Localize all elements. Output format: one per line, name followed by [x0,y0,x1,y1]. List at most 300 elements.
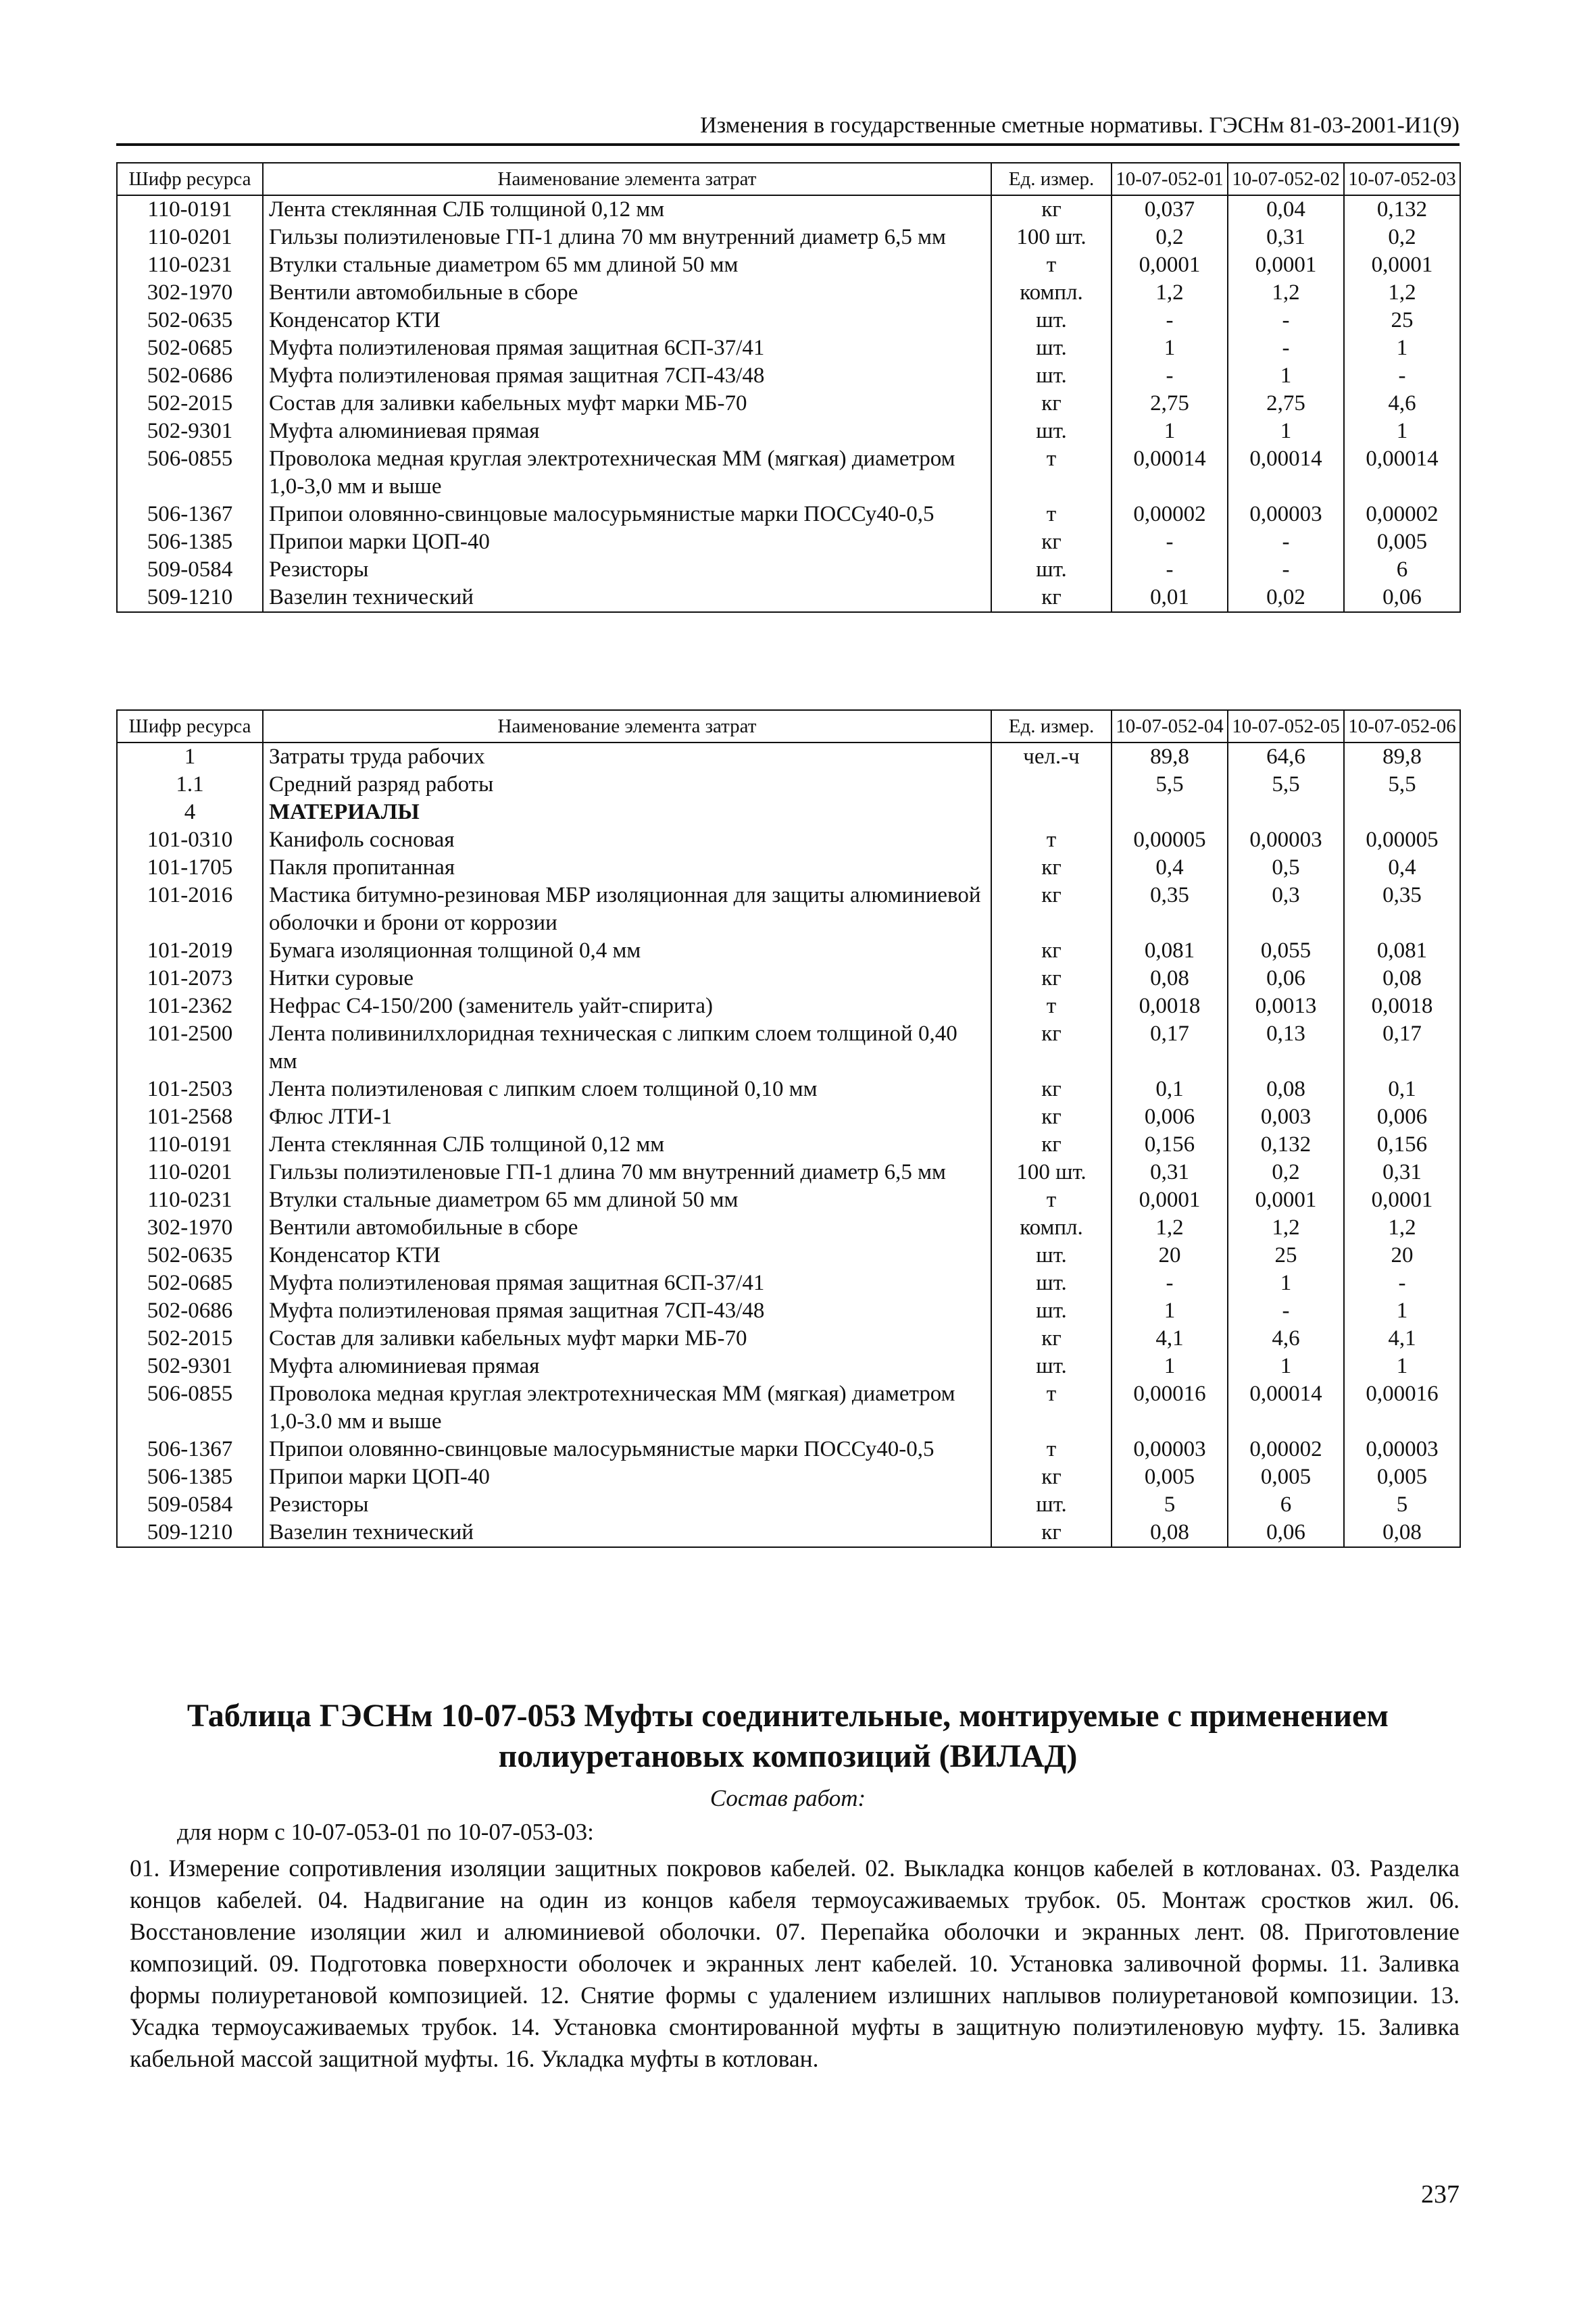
table-row [117,1380,1460,1436]
table-row [117,334,1460,362]
table-row [117,1436,1460,1463]
unit: т [991,992,1112,1020]
norm-value-2: 6 [1228,1491,1344,1519]
resource-code: 101-2503 [117,1076,263,1103]
resource-code: 101-2362 [117,992,263,1020]
norm-value-1 [1112,799,1228,826]
resource-table-1 [116,162,1461,613]
resource-code: 110-0201 [117,1159,263,1186]
resource-code: 101-2568 [117,1103,263,1131]
unit: чел.-ч [991,743,1112,771]
resource-name: Вентили автомобильные в сборе [263,279,991,307]
norm-value-3: 0,35 [1344,882,1460,937]
norm-value-3: 4,1 [1344,1325,1460,1353]
resource-code: 509-0584 [117,1491,263,1519]
work-description: 01. Измерение сопротивления изоляции защитных покровов кабелей. 02. Выкладка концов кабелей в котлованах. 03. Разделка концов кабелей. 04. Надвигание на один из концов кабеля термоусаживаемых трубок. 05. Монтаж сростков жил. 06. Восстановление изоляции жил и алюминиевой оболочки. 07. Перепайка оболочки и экранных лент. 08. Приготовление композиций. 09. Подготовка поверхности оболочек и экранных лент кабелей. 10. Установка заливочной формы. 11. Заливка формы полиуретановой композицией. 12. Снятие формы с удалением излишних наплывов полиуретановой композиции. 13. Усадка термоусаживаемых трубок. 14. Установка смонтированной муфты в защитную полиэтиленовую муфту. 15. Заливка кабельной массой защитной муфты. 16. Укладка муфты в котлован. [130,1855,1460,2072]
table-row [117,390,1460,418]
table-row [117,362,1460,390]
norm-value-3: 0,00003 [1344,1436,1460,1463]
resource-name: Муфта алюминиевая прямая [263,418,991,445]
table-row [117,1186,1460,1214]
table-row [117,445,1460,501]
unit: шт. [991,307,1112,334]
norm-value-2: 0,00014 [1228,1380,1344,1436]
unit: компл. [991,279,1112,307]
table-header-row [117,710,1460,743]
section-title-line-2: полиуретановых композиций (ВИЛАД) [498,1738,1078,1774]
unit: т [991,445,1112,501]
resource-code: 110-0231 [117,251,263,279]
norm-value-2: 1 [1228,1353,1344,1380]
unit: компл. [991,1214,1112,1242]
table-row [117,992,1460,1020]
resource-code: 101-0310 [117,826,263,854]
table-row [117,1269,1460,1297]
norm-value-3: 0,006 [1344,1103,1460,1131]
table-row [117,1491,1460,1519]
norm-value-2: - [1228,307,1344,334]
norm-value-3: 0,081 [1344,937,1460,965]
norm-value-2: 0,003 [1228,1103,1344,1131]
resource-code: 101-2073 [117,965,263,992]
norm-value-1: 0,156 [1112,1131,1228,1159]
norm-value-1: 1,2 [1112,279,1228,307]
unit: шт. [991,1269,1112,1297]
resource-code: 302-1970 [117,279,263,307]
table-row [117,195,1460,224]
norm-value-1: 4,1 [1112,1325,1228,1353]
table-row [117,965,1460,992]
norm-value-1: 0,08 [1112,1519,1228,1547]
resource-code: 1 [117,743,263,771]
table-row [117,1242,1460,1269]
norm-value-2: 0,0013 [1228,992,1344,1020]
resource-code: 302-1970 [117,1214,263,1242]
norm-value-1: 1 [1112,334,1228,362]
norm-value-3: 0,31 [1344,1159,1460,1186]
table-row [117,528,1460,556]
norm-value-3: 0,4 [1344,854,1460,882]
norm-value-2: 1 [1228,362,1344,390]
resource-table-2 [116,709,1461,1548]
norm-value-2: 0,31 [1228,224,1344,251]
section-subtitle: Состав работ: [709,1785,866,1811]
norm-value-3: 0,00005 [1344,826,1460,854]
norm-value-1: 0,0001 [1112,1186,1228,1214]
norm-value-1: 0,006 [1112,1103,1228,1131]
norm-value-1: 0,01 [1112,584,1228,612]
norm-value-3: 0,0001 [1344,251,1460,279]
norm-value-1: 89,8 [1112,743,1228,771]
norm-value-2: 0,08 [1228,1076,1344,1103]
norm-value-2: 0,00014 [1228,445,1344,501]
resource-name: Лента поливинилхлоридная техническая с липким слоем толщиной 0,40 мм [263,1020,991,1076]
resource-code: 1.1 [117,771,263,799]
resource-name: Конденсатор КТИ [263,1242,991,1269]
norms-range: для норм с 10-07-053-01 по 10-07-053-03: [177,1819,594,1845]
unit [991,771,1112,799]
norm-value-3 [1344,799,1460,826]
resource-name: Канифоль сосновая [263,826,991,854]
unit: кг [991,584,1112,612]
norm-value-1: 0,00014 [1112,445,1228,501]
norm-value-1: - [1112,556,1228,584]
norm-value-3: 0,00016 [1344,1380,1460,1436]
resource-code: 110-0191 [117,1131,263,1159]
resource-name: Припои марки ЦОП-40 [263,528,991,556]
norm-value-1: 0,17 [1112,1020,1228,1076]
norm-value-2: 2,75 [1228,390,1344,418]
resource-code: 509-1210 [117,584,263,612]
resource-name: Состав для заливки кабельных муфт марки МБ-70 [263,1325,991,1353]
norm-value-3: - [1344,1269,1460,1297]
norm-value-3: 1,2 [1344,1214,1460,1242]
table-row [117,1076,1460,1103]
norm-value-2: - [1228,528,1344,556]
norm-value-3: 0,2 [1344,224,1460,251]
norm-value-3: 0,1 [1344,1076,1460,1103]
norm-value-3: 0,156 [1344,1131,1460,1159]
unit: кг [991,390,1112,418]
resource-name: МАТЕРИАЛЫ [263,799,991,826]
resource-code: 502-2015 [117,390,263,418]
norm-value-2: 0,00002 [1228,1436,1344,1463]
norm-value-3: 0,005 [1344,528,1460,556]
norm-value-3: 0,08 [1344,965,1460,992]
norm-value-2: 0,055 [1228,937,1344,965]
page-number: 237 [1421,2180,1460,2209]
unit: кг [991,854,1112,882]
unit: шт. [991,1297,1112,1325]
norm-value-3: 1 [1344,1297,1460,1325]
resource-code: 502-0685 [117,334,263,362]
norm-value-3: 6 [1344,556,1460,584]
column-header-unit: Ед. измер. [991,163,1112,195]
resource-name: Проволока медная круглая электротехническая ММ (мягкая) диаметром 1,0-3,0 мм и выше [263,445,991,501]
resource-code: 502-0685 [117,1269,263,1297]
resource-code: 110-0231 [117,1186,263,1214]
table-row [117,251,1460,279]
unit: 100 шт. [991,1159,1112,1186]
unit: шт. [991,1242,1112,1269]
resource-code: 502-9301 [117,418,263,445]
resource-code: 502-0635 [117,1242,263,1269]
norm-value-2: 1,2 [1228,1214,1344,1242]
norm-value-1: 0,31 [1112,1159,1228,1186]
norm-value-1: 0,1 [1112,1076,1228,1103]
resource-name: Припои оловянно-свинцовые малосурьмянистые марки ПОССу40-0,5 [263,1436,991,1463]
resource-code: 509-0584 [117,556,263,584]
norm-value-3: 0,005 [1344,1463,1460,1491]
resource-name: Лента стеклянная СЛБ толщиной 0,12 мм [263,195,991,224]
norm-value-1: 0,00002 [1112,501,1228,528]
column-header-name: Наименование элемента затрат [263,710,991,743]
unit: т [991,251,1112,279]
table-row [117,279,1460,307]
norm-value-1: 5,5 [1112,771,1228,799]
table-row [117,1020,1460,1076]
norm-value-3: 5 [1344,1491,1460,1519]
resource-name: Припои оловянно-свинцовые малосурьмянистые марки ПОССу40-0,5 [263,501,991,528]
norm-value-1: 1 [1112,418,1228,445]
resource-code: 101-2016 [117,882,263,937]
norm-value-2: 64,6 [1228,743,1344,771]
norm-value-1: 0,00016 [1112,1380,1228,1436]
norm-value-3: 4,6 [1344,390,1460,418]
resource-code: 101-1705 [117,854,263,882]
norm-value-2: 1,2 [1228,279,1344,307]
resource-code: 110-0191 [117,195,263,224]
norm-value-2: 5,5 [1228,771,1344,799]
unit: кг [991,528,1112,556]
unit: т [991,1186,1112,1214]
table-row [117,307,1460,334]
column-header-name: Наименование элемента затрат [263,163,991,195]
resource-code: 509-1210 [117,1519,263,1547]
section-title-line-1: Таблица ГЭСНм 10-07-053 Муфты соединительные, монтируемые с применением [186,1698,1389,1734]
unit: кг [991,1076,1112,1103]
unit: кг [991,882,1112,937]
norm-value-2: 0,132 [1228,1131,1344,1159]
resource-name: Гильзы полиэтиленовые ГП-1 длина 70 мм внутренний диаметр 6,5 мм [263,224,991,251]
resource-name: Лента полиэтиленовая с липким слоем толщиной 0,10 мм [263,1076,991,1103]
column-header-norm-2: 10-07-052-02 [1228,163,1344,195]
table-row [117,556,1460,584]
table-body [117,743,1460,1547]
resource-name: Резисторы [263,556,991,584]
norm-value-2: 1 [1228,1269,1344,1297]
norm-value-3: 0,132 [1344,195,1460,224]
resource-name: Муфта полиэтиленовая прямая защитная 7СП-43/48 [263,1297,991,1325]
table-row [117,826,1460,854]
resource-name: Припои марки ЦОП-40 [263,1463,991,1491]
resource-code: 506-1385 [117,1463,263,1491]
norm-value-1: - [1112,528,1228,556]
resource-code: 506-1367 [117,501,263,528]
norm-value-2: 0,13 [1228,1020,1344,1076]
unit: шт. [991,418,1112,445]
norm-value-2: 0,00003 [1228,501,1344,528]
table-row [117,771,1460,799]
column-header-norm-4: 10-07-052-04 [1112,710,1228,743]
table-row [117,937,1460,965]
unit: кг [991,1131,1112,1159]
norm-value-3: 1 [1344,1353,1460,1380]
resource-name: Проволока медная круглая электротехническая ММ (мягкая) диаметром 1,0-3.0 мм и выше [263,1380,991,1436]
unit: кг [991,1519,1112,1547]
norm-value-1: 0,4 [1112,854,1228,882]
unit: кг [991,965,1112,992]
unit: кг [991,195,1112,224]
table-row [117,1214,1460,1242]
table-row [117,1297,1460,1325]
resource-name: Вазелин технический [263,584,991,612]
table-row [117,418,1460,445]
norm-value-2: 0,06 [1228,965,1344,992]
table-row [117,1159,1460,1186]
norm-value-3: 1 [1344,334,1460,362]
resource-code: 4 [117,799,263,826]
norm-value-2: 1 [1228,418,1344,445]
resource-code: 101-2500 [117,1020,263,1076]
table-row [117,882,1460,937]
table-row [117,1353,1460,1380]
table-row [117,799,1460,826]
table-row [117,501,1460,528]
unit: т [991,1380,1112,1436]
resource-name: Пакля пропитанная [263,854,991,882]
column-header-code: Шифр ресурса [117,710,263,743]
unit: 100 шт. [991,224,1112,251]
norm-value-1: 0,0018 [1112,992,1228,1020]
norm-value-1: 0,081 [1112,937,1228,965]
unit: шт. [991,1353,1112,1380]
norm-value-1: 5 [1112,1491,1228,1519]
norm-value-1: 0,005 [1112,1463,1228,1491]
norm-value-2: 4,6 [1228,1325,1344,1353]
resource-name: Вентили автомобильные в сборе [263,1214,991,1242]
resource-code: 502-0635 [117,307,263,334]
norm-value-1: - [1112,307,1228,334]
norm-value-1: 1 [1112,1353,1228,1380]
column-header-code: Шифр ресурса [117,163,263,195]
table-row [117,1519,1460,1547]
resource-name: Бумага изоляционная толщиной 0,4 мм [263,937,991,965]
unit: шт. [991,556,1112,584]
norm-value-3: 25 [1344,307,1460,334]
resource-name: Втулки стальные диаметром 65 мм длиной 50 мм [263,1186,991,1214]
unit: кг [991,937,1112,965]
norm-value-2: 0,5 [1228,854,1344,882]
norm-value-3: 0,0018 [1344,992,1460,1020]
norm-value-2: 0,02 [1228,584,1344,612]
resource-name: Гильзы полиэтиленовые ГП-1 длина 70 мм внутренний диаметр 6,5 мм [263,1159,991,1186]
resource-code: 502-9301 [117,1353,263,1380]
running-header: Изменения в государственные сметные нормативы. ГЭСНм 81-03-2001-И1(9) [116,108,1460,146]
resource-code: 506-1385 [117,528,263,556]
table-row [117,584,1460,612]
norm-value-3: 1 [1344,418,1460,445]
unit: кг [991,1325,1112,1353]
resource-code: 506-0855 [117,1380,263,1436]
unit: т [991,501,1112,528]
unit: шт. [991,334,1112,362]
column-header-norm-1: 10-07-052-01 [1112,163,1228,195]
unit: кг [991,1103,1112,1131]
norm-value-3: 0,17 [1344,1020,1460,1076]
norm-value-2: 0,0001 [1228,1186,1344,1214]
resource-name: Конденсатор КТИ [263,307,991,334]
resource-name: Муфта алюминиевая прямая [263,1353,991,1380]
table-row [117,224,1460,251]
table-row [117,1103,1460,1131]
norm-value-3: 0,0001 [1344,1186,1460,1214]
norm-value-1: - [1112,362,1228,390]
norm-value-1: 0,037 [1112,195,1228,224]
norm-value-2: - [1228,1297,1344,1325]
resource-code: 506-1367 [117,1436,263,1463]
resource-name: Затраты труда рабочих [263,743,991,771]
norm-value-1: 20 [1112,1242,1228,1269]
norm-value-2: 0,00003 [1228,826,1344,854]
norm-value-1: 0,35 [1112,882,1228,937]
unit: шт. [991,1491,1112,1519]
norm-value-2: 0,2 [1228,1159,1344,1186]
norm-value-3: - [1344,362,1460,390]
column-header-norm-3: 10-07-052-03 [1344,163,1460,195]
column-header-unit: Ед. измер. [991,710,1112,743]
resource-name: Мастика битумно-резиновая МБР изоляционная для защиты алюминиевой оболочки и брони от коррозии [263,882,991,937]
norm-value-2: 0,3 [1228,882,1344,937]
norm-value-3: 0,06 [1344,584,1460,612]
resource-code: 502-0686 [117,362,263,390]
norm-value-2: - [1228,556,1344,584]
column-header-norm-6: 10-07-052-06 [1344,710,1460,743]
norm-value-3: 5,5 [1344,771,1460,799]
table-row [117,1463,1460,1491]
table-header-row [117,163,1460,195]
resource-name: Нитки суровые [263,965,991,992]
norm-value-3: 20 [1344,1242,1460,1269]
norm-value-1: 0,2 [1112,224,1228,251]
resource-code: 502-0686 [117,1297,263,1325]
resource-code: 506-0855 [117,445,263,501]
norm-value-3: 0,08 [1344,1519,1460,1547]
unit: кг [991,1463,1112,1491]
section-title [116,1696,1460,1777]
resource-code: 101-2019 [117,937,263,965]
unit: т [991,826,1112,854]
resource-name: Муфта полиэтиленовая прямая защитная 6СП-37/41 [263,1269,991,1297]
norm-value-2 [1228,799,1344,826]
resource-name: Флюс ЛТИ-1 [263,1103,991,1131]
table-row [117,854,1460,882]
resource-code: 502-2015 [117,1325,263,1353]
table-row [117,1325,1460,1353]
unit: кг [991,1020,1112,1076]
unit: шт. [991,362,1112,390]
norm-value-2: - [1228,334,1344,362]
unit: т [991,1436,1112,1463]
norm-value-3: 0,00002 [1344,501,1460,528]
resource-name: Нефрас С4-150/200 (заменитель уайт-спирита) [263,992,991,1020]
norm-value-2: 25 [1228,1242,1344,1269]
norm-value-2: 0,005 [1228,1463,1344,1491]
table-row [117,1131,1460,1159]
norm-value-2: 0,0001 [1228,251,1344,279]
norm-value-1: 0,0001 [1112,251,1228,279]
norm-value-3: 1,2 [1344,279,1460,307]
norm-value-1: - [1112,1269,1228,1297]
table-body [117,195,1460,612]
column-header-norm-5: 10-07-052-05 [1228,710,1344,743]
resource-name: Лента стеклянная СЛБ толщиной 0,12 мм [263,1131,991,1159]
resource-name: Втулки стальные диаметром 65 мм длиной 50 мм [263,251,991,279]
norm-value-2: 0,04 [1228,195,1344,224]
resource-name: Состав для заливки кабельных муфт марки МБ-70 [263,390,991,418]
resource-name: Средний разряд работы [263,771,991,799]
norm-value-3: 89,8 [1344,743,1460,771]
norm-value-1: 2,75 [1112,390,1228,418]
resource-code: 110-0201 [117,224,263,251]
unit [991,799,1112,826]
norm-value-3: 0,00014 [1344,445,1460,501]
resource-name: Вазелин технический [263,1519,991,1547]
norm-value-1: 0,08 [1112,965,1228,992]
norm-value-1: 0,00005 [1112,826,1228,854]
resource-name: Муфта полиэтиленовая прямая защитная 6СП-37/41 [263,334,991,362]
norm-value-1: 1,2 [1112,1214,1228,1242]
